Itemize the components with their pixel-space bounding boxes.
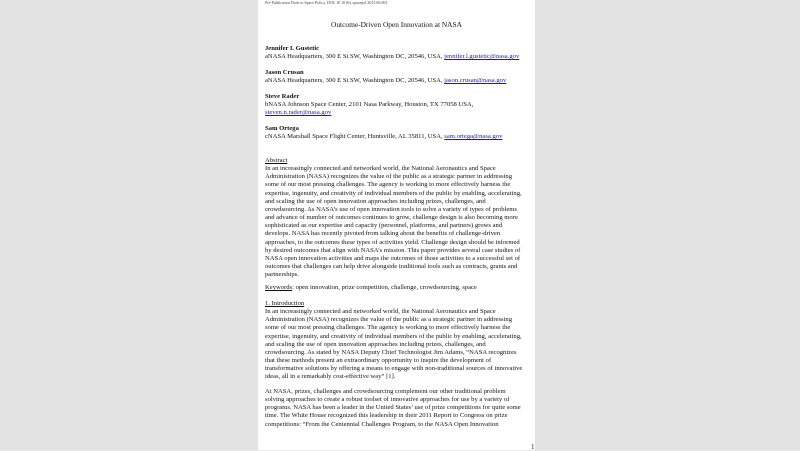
document-page[interactable] [258,0,535,450]
paragraph-line: solving approaches to create a robust toolset of innovative approaches for use by a variety of [265,396,510,404]
abstract-line: sophisticated as our expertise and capacity (personnel, platforms, and partners) grows and [265,222,503,230]
abstract-line: In an increasingly connected and networked world, the National Aeronautics and Space [265,165,496,173]
author-block [265,93,473,117]
page-header: Pre-Publication Draft to Space Policy, DOI: 10.1016/j.spacepol.2015.06.002 [265,0,388,5]
author-name: Jason Crusan [265,69,304,76]
author-affiliation: cNASA Marshall Space Flight Center, Huntsville, AL 35811, USA, [265,133,443,140]
abstract-line: by desired outcomes that align with NASA’s mission. This paper provides several case studies of [265,246,521,254]
author-email-link[interactable]: sam.ortega@nasa.gov [444,133,503,140]
author-block [265,125,502,141]
abstract-line: crowdsourcing. As NASA’s use of open innovation tools to solve a variety of types of problems [265,205,517,213]
abstract-line: approaches, to the outcomes these types of activities yield. Challenge design should be informed [265,238,520,246]
abstract-line: expertise, ingenuity, and creativity of individual members of the public by enabling, accelerating, [265,189,522,197]
author-affiliation: aNASA Headquarters, 300 E St SW, Washington DC, 20546, USA, [265,53,443,60]
author-affiliation: bNASA Johnson Space Center, 2101 Nasa Parkway, Houston, TX 77058 USA, [265,101,474,108]
abstract-line: develops. NASA has recently pivoted from talking about the benefits of challenge-driven [265,230,501,238]
intro-line: ideas, all in a remarkably cost-effective way” [1]. [265,373,396,381]
intro-line: transformative solutions by offering a means to engage with non-traditional sources of innovative [265,365,523,373]
page-number: 1 [531,443,535,451]
paragraph [265,388,534,429]
paragraph-line: programs. NASA has been a leader in the United States’ use of prize competitions for quite some [265,404,521,412]
abstract-line: some of our most pressing challenges. The agency is working to more effectively harness the [265,181,511,189]
abstract-line: and scaling the use of open innovation approaches including prizes, challenges, and [265,197,486,205]
intro-line: some of our most pressing challenges. The agency is working to more effectively harness the [265,324,511,332]
keywords-label: Keywords [265,284,293,291]
introduction-section [265,300,534,382]
abstract-line: NASA open innovation activities and maps the outcomes of those activities to a successful set of [265,254,521,262]
paragraph-line: time. The White House recognized this leadership in their 2011 Report to Congress on prize [265,412,508,420]
paper-title: Outcome-Driven Open Innovation at NASA [331,20,462,29]
introduction-heading: 1. Introduction [265,300,305,307]
abstract-line: partnerships. [265,271,299,279]
intro-line: crowdsourcing. As stated by NASA Deputy Chief Technologist Jim Adams, “NASA recognizes [265,348,517,356]
author-name: Sam Ortega [265,125,299,132]
paragraph-line: competitions: “From the Centennial Challenges Program, to the NASA Open Innovation [265,420,499,428]
paragraph-line: At NASA, prizes, challenges and crowdsourcing complement our other traditional problem [265,388,506,395]
right-background [535,0,800,450]
abstract-line: Administration (NASA) recognizes the value of the public as a strategic partner in addressing [265,173,513,181]
author-block [265,45,519,61]
intro-line: In an increasingly connected and networked world, the National Aeronautics and Space [265,308,496,316]
abstract-section [265,157,534,279]
author-email-link[interactable]: steven.n.rader@nasa.gov [265,109,332,116]
keywords-text: : open innovation, prize competition, challenge, crowdsourcing, space [292,284,477,291]
abstract-line: outcomes that challenges can help drive alongside traditional tools such as contracts, grants and [265,263,518,271]
author-email-link[interactable]: jason.crusan@nasa.gov [444,77,507,84]
author-affiliation: aNASA Headquarters, 300 E St SW, Washington DC, 20546, USA, [265,77,443,84]
intro-line: that these methods present an extraordinary opportunity to inspire the development of [265,357,492,365]
author-name: Steve Rader [265,93,300,100]
intro-line: and scaling the use of open innovation approaches including prizes, challenges, and [265,340,486,348]
abstract-heading: Abstract [265,157,288,164]
keywords-line [265,284,534,292]
intro-line: expertise, ingenuity, and creativity of individual members of the public by enabling, accelerating, [265,332,522,340]
left-background [0,0,258,450]
author-block [265,69,506,85]
abstract-line: and advance of number of outcomes continues to grow, challenge design is also becoming more [265,214,518,222]
intro-line: Administration (NASA) recognizes the value of the public as a strategic partner in addressing [265,316,513,324]
author-email-link[interactable]: jennifer.l.gustetic@nasa.gov [444,53,520,60]
author-name: Jennifer L Gustetic [265,45,320,52]
